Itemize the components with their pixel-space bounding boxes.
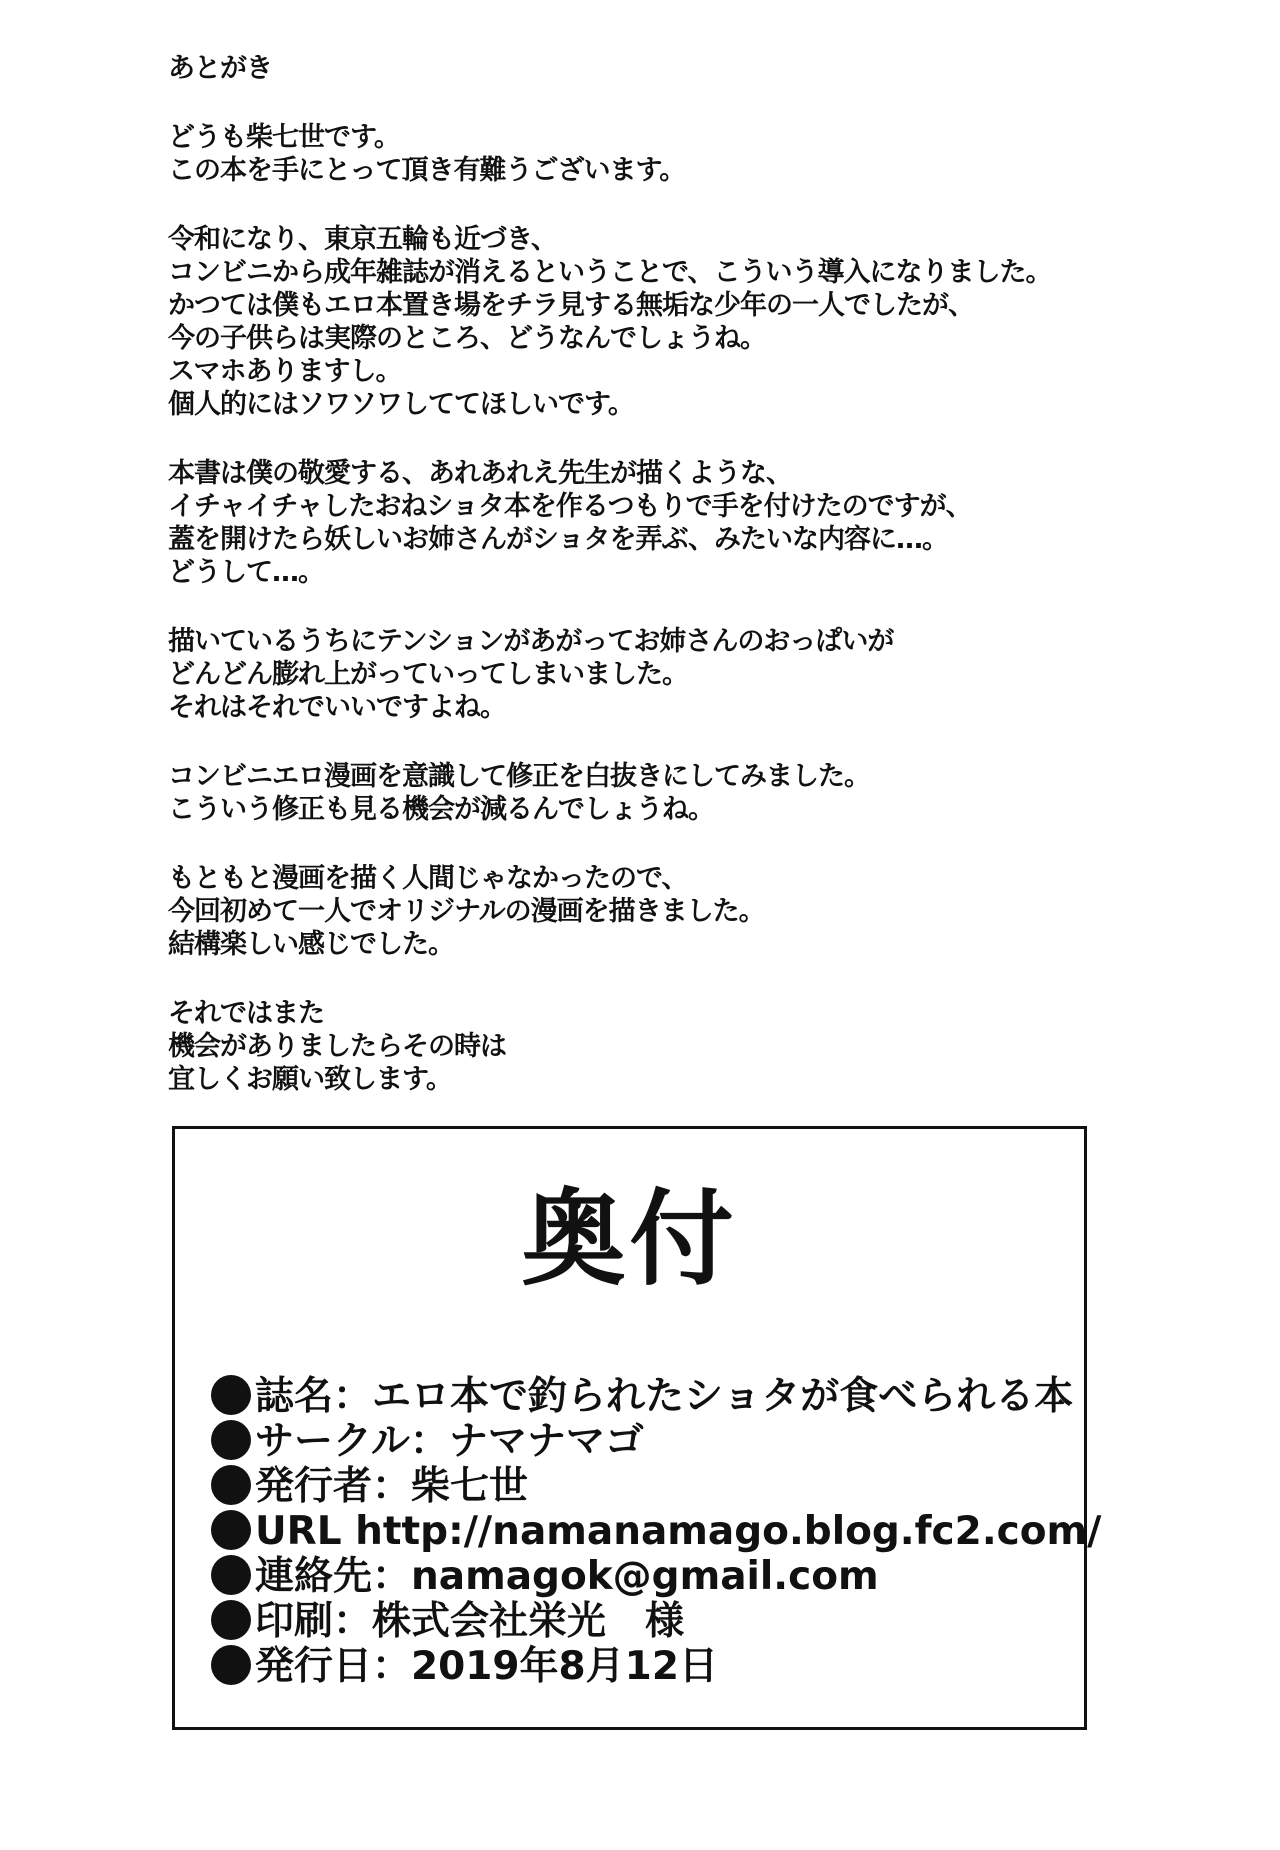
- colophon-item: [211, 1644, 1101, 1689]
- colophon-item-text: 連絡先：namagok@gmail.com: [255, 1554, 879, 1599]
- colophon-item: [211, 1374, 1101, 1419]
- afterword-paragraph: [168, 121, 1168, 187]
- text-line: イチャイチャしたおねショタ本を作るつもりで手を付けたのですが、: [168, 491, 972, 522]
- colophon-item: [211, 1599, 1101, 1644]
- text-line: それはそれでいいですよね。: [168, 692, 506, 723]
- text-line: 蓋を開けたら妖しいお姉さんがショタを弄ぶ、みたいな内容に…。: [168, 524, 948, 555]
- colophon-item: [211, 1419, 1101, 1464]
- text-line: 今の子供らは実際のところ、どうなんでしょうね。: [168, 323, 766, 354]
- text-line: 今回初めて一人でオリジナルの漫画を描きました。: [168, 896, 765, 927]
- bullet-icon: [211, 1600, 251, 1640]
- text-line: どうして…。: [168, 557, 324, 588]
- colophon-item-text: URL http://namanamago.blog.fc2.com/: [255, 1509, 1102, 1554]
- text-line: 結構楽しい感じでした。: [168, 929, 454, 960]
- text-line: 宜しくお願い致します。: [168, 1064, 452, 1095]
- colophon-item: [211, 1554, 1101, 1599]
- text-line: スマホありますし。: [168, 356, 402, 387]
- colophon-list: [211, 1374, 1101, 1689]
- colophon-title: 奥付: [521, 1178, 738, 1300]
- afterword-paragraph: [168, 862, 1168, 961]
- text-line: この本を手にとって頂き有難うございます。: [168, 155, 686, 186]
- afterword-paragraph: [168, 457, 1168, 589]
- bullet-icon: [211, 1420, 251, 1460]
- colophon-item-text: 発行者：柴七世: [255, 1464, 529, 1509]
- bullet-icon: [211, 1375, 251, 1415]
- afterword-paragraph: [168, 625, 1168, 724]
- colophon-item: [211, 1509, 1101, 1554]
- text-line: 機会がありましたらその時は: [168, 1031, 506, 1062]
- colophon-item-text: 発行日：2019年8月12日: [255, 1644, 718, 1689]
- text-line: 個人的にはソワソワしててほしいです。: [168, 389, 634, 420]
- text-line: あとがき: [168, 53, 272, 84]
- colophon-item-text: 印刷：株式会社栄光 様: [255, 1599, 685, 1644]
- bullet-icon: [211, 1465, 251, 1505]
- text-line: コンビニエロ漫画を意識して修正を白抜きにしてみました。: [168, 761, 870, 792]
- text-line: 令和になり、東京五輪も近づき、: [168, 224, 557, 255]
- text-line: かつては僕もエロ本置き場をチラ見する無垢な少年の一人でしたが、: [168, 290, 974, 321]
- text-line: コンビニから成年雑誌が消えるということで、こういう導入になりました。: [168, 257, 1052, 288]
- text-line: どんどん膨れ上がっていってしまいました。: [168, 659, 688, 690]
- text-line: 描いているうちにテンションがあがってお姉さんのおっぱいが: [168, 626, 894, 657]
- bullet-icon: [211, 1510, 251, 1550]
- afterword-paragraph: [168, 223, 1168, 421]
- text-line: それではまた: [168, 998, 324, 1029]
- text-line: こういう修正も見る機会が減るんでしょうね。: [168, 794, 714, 825]
- colophon-item: [211, 1464, 1101, 1509]
- text-line: どうも柴七世です。: [168, 122, 400, 153]
- text-line: 本書は僕の敬愛する、あれあれえ先生が描くような、: [168, 458, 792, 489]
- afterword-paragraph: [168, 997, 1168, 1096]
- text-line: もともと漫画を描く人間じゃなかったので、: [168, 863, 688, 894]
- colophon-item-text: サークル：ナマナマゴ: [255, 1419, 644, 1464]
- bullet-icon: [211, 1555, 251, 1595]
- afterword-heading: [168, 52, 1168, 85]
- colophon-item-text: 誌名：エロ本で釣られたショタが食べられる本: [255, 1374, 1074, 1419]
- bullet-icon: [211, 1645, 251, 1685]
- afterword-section: [168, 52, 1168, 1132]
- afterword-paragraph: [168, 760, 1168, 826]
- colophon-box: [172, 1126, 1102, 1730]
